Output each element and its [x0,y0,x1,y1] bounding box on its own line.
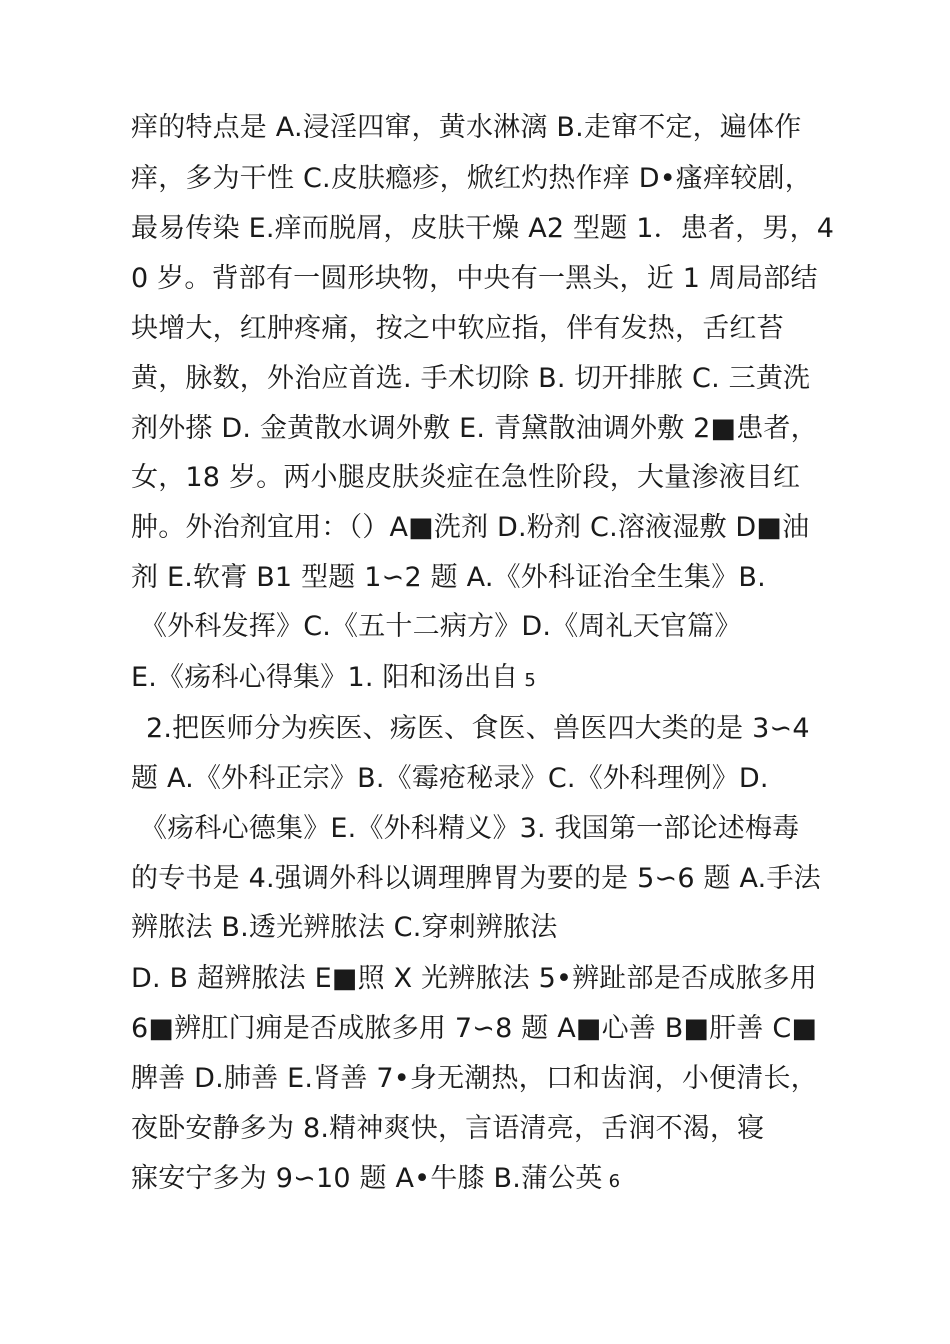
text-line: 《疡科心德集》E.《外科精义》3. 我国第一部论述梅毒 [140,813,800,844]
text-line: 剂外搽 D. 金黄散水调外敷 E. 青黛散油调外敷 2■患者， [131,413,818,444]
text-line: D. B 超辨脓法 E■照 X 光辨脓法 5•辨趾部是否成脓多用 [131,963,817,994]
text-line: 肿。外治剂宜用：（）A■洗剂 D.粉剂 C.溶液湿敷 D■油 [131,512,810,543]
text-line [131,1162,620,1199]
text-line: 6■辨肛门痈是否成脓多用 7∽8 题 A■心善 B■肝善 C■ [131,1013,818,1044]
text-line: 辨脓法 B.透光辨脓法 C.穿刺辨脓法 [131,912,558,943]
text-line: 0 岁。背部有一圆形块物，中央有一黑头，近 1 周局部结 [131,263,818,294]
text-line-content: E.《疡科心得集》1. 阳和汤出自 [131,662,519,693]
text-line: 《外科发挥》C.《五十二病方》D.《周礼天官篇》 [140,611,742,642]
page-number: 6 [608,1171,621,1192]
text-line: 剂 E.软膏 B1 型题 1∽2 题 A.《外科证治全生集》B. [131,562,766,593]
text-line: 夜卧安静多为 8.精神爽快，言语清亮，舌润不渴，寝 [131,1113,765,1144]
text-line: 最易传染 E.痒而脱屑，皮肤干燥 A2 型题 1．患者，男，4 [131,213,835,244]
page-number: 5 [524,670,537,691]
text-line-content: 寐安宁多为 9∽10 题 A•牛膝 B.蒲公英 [131,1163,603,1194]
text-line: 痒，多为干性 C.皮肤瘾疹，焮红灼热作痒 D•瘙痒较剧， [131,163,812,194]
text-line [131,661,536,698]
text-line: 题 A.《外科正宗》B.《霉疮秘录》C.《外科理例》D. [131,763,769,794]
text-line: 痒的特点是 A.浸淫四窜，黄水淋漓 B.走窜不定，遍体作 [131,112,802,143]
text-line: 女，18 岁。两小腿皮肤炎症在急性阶段，大量渗液目红 [131,462,801,493]
text-line: 2.把医师分为疾医、疡医、食医、兽医四大类的是 3∽4 [146,713,810,744]
text-line: 黄，脉数，外治应首选. 手术切除 B. 切开排脓 C. 三黄洗 [131,363,811,394]
text-line: 块增大，红肿疼痛，按之中软应指，伴有发热，舌红苔 [131,313,784,344]
text-line: 的专书是 4.强调外科以调理脾胃为要的是 5∽6 题 A.手法 [131,863,821,894]
text-line: 脾善 D.肺善 E.肾善 7•身无潮热，口和齿润，小便清长， [131,1063,818,1094]
